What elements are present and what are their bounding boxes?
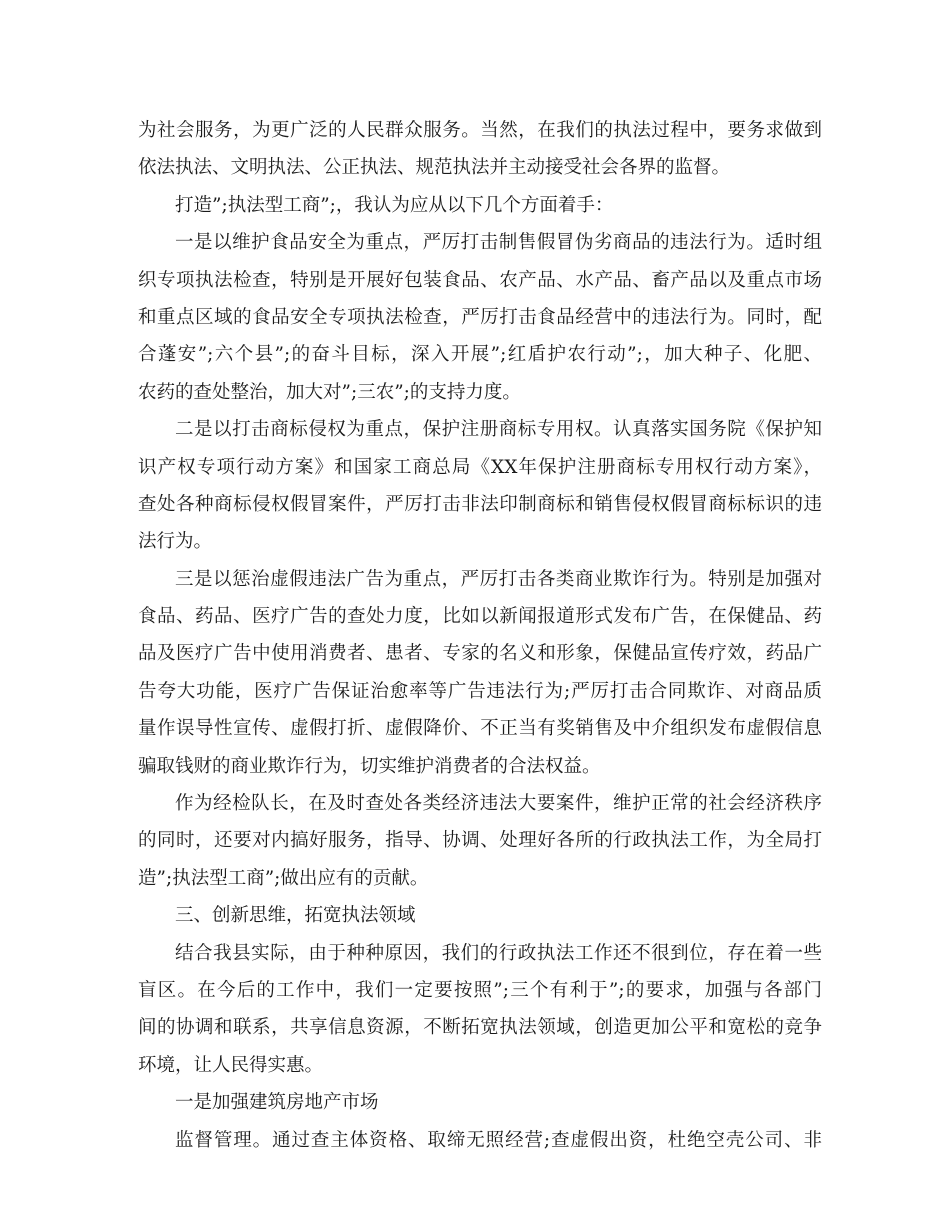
text-line: 依法执法、文明执法、公正执法、规范执法并主动接受社会各界的监督。 xyxy=(138,157,731,179)
text-line: 和重点区域的食品安全专项执法检查，严厉打击食品经营中的违法行为。同时，配 xyxy=(138,306,822,328)
text-line: 盲区。在今后的工作中，我们一定要按照”;三个有利于”;的要求，加强与各部门 xyxy=(138,979,822,1001)
text-line: 骗取钱财的商业欺诈行为，切实维护消费者的合法权益。 xyxy=(138,755,601,777)
text-line: 结合我县实际，由于种种原因，我们的行政执法工作还不很到位，存在着一些 xyxy=(175,942,822,964)
text-line: 告夸大功能，医疗广告保证治愈率等广告违法行为;严厉打击合同欺诈、对商品质 xyxy=(138,680,822,702)
text-line: 间的协调和联系，共享信息资源，不断拓宽执法领域，创造更加公平和宽松的竞争 xyxy=(138,1017,822,1039)
text-line: 环境，让人民得实惠。 xyxy=(138,1054,324,1076)
text-line: 农药的查处整治，加大对”;三农”;的支持力度。 xyxy=(138,381,521,403)
text-line: 打造”;执法型工商”;，我认为应从以下几个方面着手： xyxy=(175,194,614,216)
text-line: 造”;执法型工商”;做出应有的贡献。 xyxy=(138,867,429,889)
text-line: 织专项执法检查，特别是开展好包装食品、农产品、水产品、畜产品以及重点市场 xyxy=(138,269,822,291)
text-line: 合蓬安”;六个县”;的奋斗目标，深入开展”;红盾护农行动”;，加大种子、化肥、 xyxy=(138,344,822,366)
text-line: 监督管理。通过查主体资格、取缔无照经营;查虚假出资，杜绝空壳公司、非 xyxy=(175,1129,822,1151)
text-line: 三是以惩治虚假违法广告为重点，严厉打击各类商业欺诈行为。特别是加强对 xyxy=(175,568,822,590)
text-line: 食品、药品、医疗广告的查处力度，比如以新闻报道形式发布广告，在保健品、药 xyxy=(138,606,822,628)
text-line: 量作误导性宣传、虚假打折、虚假降价、不正当有奖销售及中介组织发布虚假信息 xyxy=(138,718,822,740)
text-line: 作为经检队长，在及时查处各类经济违法大要案件，维护正常的社会经济秩序 xyxy=(175,793,822,815)
text-line: 品及医疗广告中使用消费者、患者、专家的名义和形象，保健品宣传疗效，药品广 xyxy=(138,643,822,665)
text-line: 查处各种商标侵权假冒案件，严厉打击非法印制商标和销售侵权假冒商标标识的违 xyxy=(138,493,822,515)
text-line: 识产权专项行动方案》和国家工商总局《XX年保护注册商标专用权行动方案》， xyxy=(138,456,822,478)
text-line: 一是加强建筑房地产市场 xyxy=(175,1092,379,1114)
document-body xyxy=(138,112,822,1159)
section-heading: 三、创新思维，拓宽执法领域 xyxy=(175,905,416,927)
text-line: 的同时，还要对内搞好服务，指导、协调、处理好各所的行政执法工作，为全局打 xyxy=(138,830,822,852)
text-line: 一是以维护食品安全为重点，严厉打击制售假冒伪劣商品的违法行为。适时组 xyxy=(175,232,822,254)
text-line: 法行为。 xyxy=(138,531,213,553)
text-line: 二是以打击商标侵权为重点，保护注册商标专用权。认真落实国务院《保护知 xyxy=(175,419,822,441)
text-line: 为社会服务，为更广泛的人民群众服务。当然，在我们的执法过程中，要务求做到 xyxy=(138,120,822,141)
